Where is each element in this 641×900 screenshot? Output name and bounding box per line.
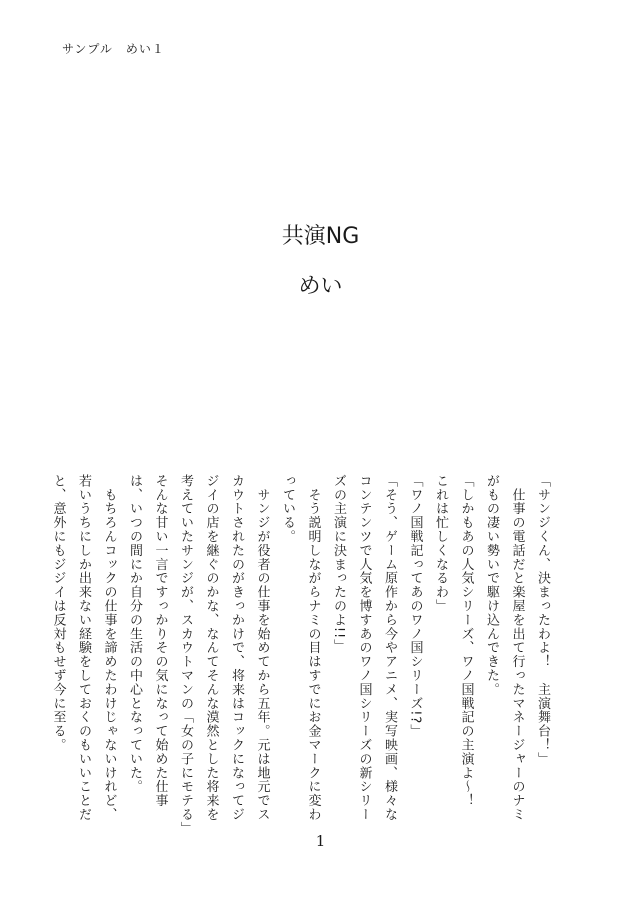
paragraph: もちろんコックの仕事を諦めたわけじゃないけれど、若いうちにしか出来ない経験をしておくのもいいことだと、意外にもジジイは反対もせず今に至る。 [50,474,117,822]
paragraph: 「しかもあの人気シリーズ、ワノ国戦記の主演よ〜！ これは忙しくなるわ」 [433,474,474,822]
paragraph: 仕事の電話だと楽屋を出て行ったマネージャーのナミがもの凄い勢いで駆け込んできた。 [484,474,525,822]
page-number: 1 [315,832,326,850]
story-title: 共演NG [281,224,360,249]
page-header: サンプル めい１ [62,42,165,56]
paragraph: 「そう、ゲーム原作から今やアニメ、実写映画、様々なコンテンツで人気を博すあのワノ国シリーズの新シリーズの主演に決まったのよ!!」 [331,474,397,822]
paragraph: サンジが役者の仕事を始めてから五年。元は地元でスカウトされたのがきっかけで、将来はコックになってジジイの店を継ぐのかな、なんてそんな漠然とした将来を考えていたサンジが、スカウトマンの「女の子にモテる」そんな甘い一言ですっかりその気になって始めた仕事は、いつの間にか自分の生活の中心となっていた。 [127,474,270,829]
story-body [50,474,555,829]
author-name: めい [298,274,343,299]
paragraph: 「サンジくん、決まったわよ！ 主演舞台！」 [535,474,550,766]
paragraph: 「ワノ国戦記ってあのワノ国シリーズ!?」 [407,474,423,739]
paragraph: そう説明しながらナミの目はすでにお金マークに変わっている。 [280,474,321,822]
